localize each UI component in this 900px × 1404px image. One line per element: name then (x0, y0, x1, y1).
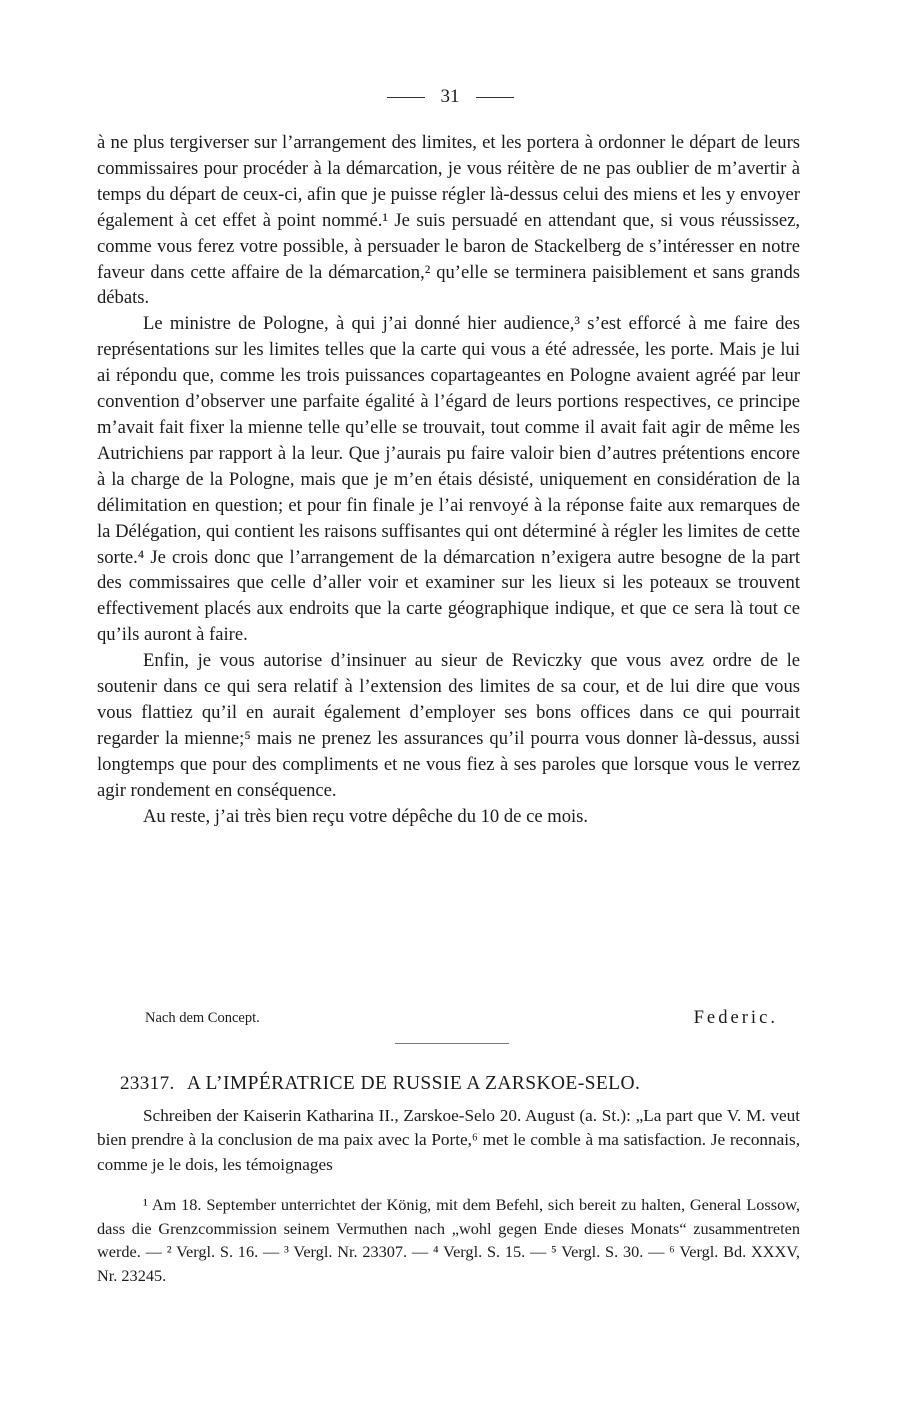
paragraph-1: à ne plus tergiverser sur l’arrangement des limites, et les portera à ordonner le départ de leurs commissaires pour procéder à la démarcation, je vous réitère de ne pas oublier de m’avertir à temps du départ de ceux-ci, afin que je puisse régler là-dessus celui des miens et les y envoyer également à cet effet à point nommé.¹ Je suis persuadé en attendant que, si vous réussissez, comme vous ferez votre possible, à persuader le baron de Stackelberg de s’intéresser en notre faveur dans cette affaire de la démarcation,² qu’elle se terminera paisiblement et sans grands débats. (97, 132, 800, 309)
intro-text: Schreiben der Kaiserin Katharina II., Zarskoe-Selo 20. August (a. St.): „La part que V. M. veut bien prendre à la conclusion de ma paix avec la Porte,⁶ met le comble à ma satisfaction. Je reconnais, comme je le dois, les témoignages (97, 1106, 800, 1174)
letter-body (97, 130, 800, 829)
document-intro (97, 1104, 800, 1177)
signature-row (145, 1007, 778, 1031)
document-title: A L’IMPÉRATRICE DE RUSSIE A ZARSKOE-SELO. (186, 1073, 641, 1094)
document-number: 23317. (120, 1073, 175, 1094)
document-heading (120, 1073, 800, 1095)
running-header (0, 86, 900, 108)
paragraph-4: Au reste, j’ai très bien reçu votre dépêche du 10 de ce mois. (143, 805, 589, 827)
footnotes-text: ¹ Am 18. September unterrichtet der König, mit dem Befehl, sich bereit zu halten, General Lossow, dass die Grenzcommission seinem Vermuthen nach „wohl gegen Ende dieses Monats“ zusammentreten werde. — ² Vergl. S. 16. — ³ Vergl. Nr. 23307. — ⁴ Vergl. S. 15. — ⁵ Vergl. S. 30. — ⁶ Vergl. Bd. XXXV, Nr. 23245. (97, 1195, 800, 1285)
header-dash-left (387, 97, 425, 98)
source-note: Nach dem Concept. (145, 1010, 260, 1026)
paragraph-2: Le ministre de Pologne, à qui j’ai donné hier audience,³ s’est efforcé à me faire des représentations sur les limites telles que la carte qui vous a été adressée, les porte. Mais je lui ai répondu que, comme les trois puissances copartageantes en Pologne avaient agréé par leur convention d’observer une parfaite égalité à l’égard de leurs portions respectives, ce principe m’avait fait fixer la mienne telle qu’elle se trouvait, tout comme il avait fait agir de même les Autrichiens par rapport à la leur. Que j’aurais pu faire valoir bien d’autres prétentions encore à la charge de la Pologne, mais que je m’en étais désisté, uniquement en considération de la délimitation en question; et pour fin finale je l’ai renvoyé à la réponse faite aux remarques de la Délégation, qui contient les raisons suffisantes qui ont déterminé à régler les limites de cette sorte.⁴ Je crois donc que l’arrangement de la démarcation n’exigera autre besogne de la part des commissaires que celle d’aller voir et examiner sur les lieux si les poteaux se trouvent effectivement placés aux endroits que la carte géographique indique, et que ce sera là tout ce qu’ils auront à faire. (97, 313, 800, 646)
section-divider (395, 1043, 509, 1044)
header-dash-right (476, 97, 514, 98)
paragraph-3: Enfin, je vous autorise d’insinuer au sieur de Reviczky que vous avez ordre de le soutenir dans ce qui sera relatif à l’extension des limites de sa cour, et de lui dire que vous vous flattiez qu’il en aurait également d’employer ses bons offices dans ce qui pourrait regarder la mienne;⁵ mais ne prenez les assurances qu’il pourra vous donner là-dessus, aussi longtemps que pour des compliments et ne vous fiez à ses paroles que lorsque vous le verrez agir rondement en conséquence. (97, 650, 800, 801)
page-number: 31 (440, 86, 460, 107)
footnotes (97, 1193, 800, 1287)
signature-name: Federic. (693, 1007, 778, 1028)
